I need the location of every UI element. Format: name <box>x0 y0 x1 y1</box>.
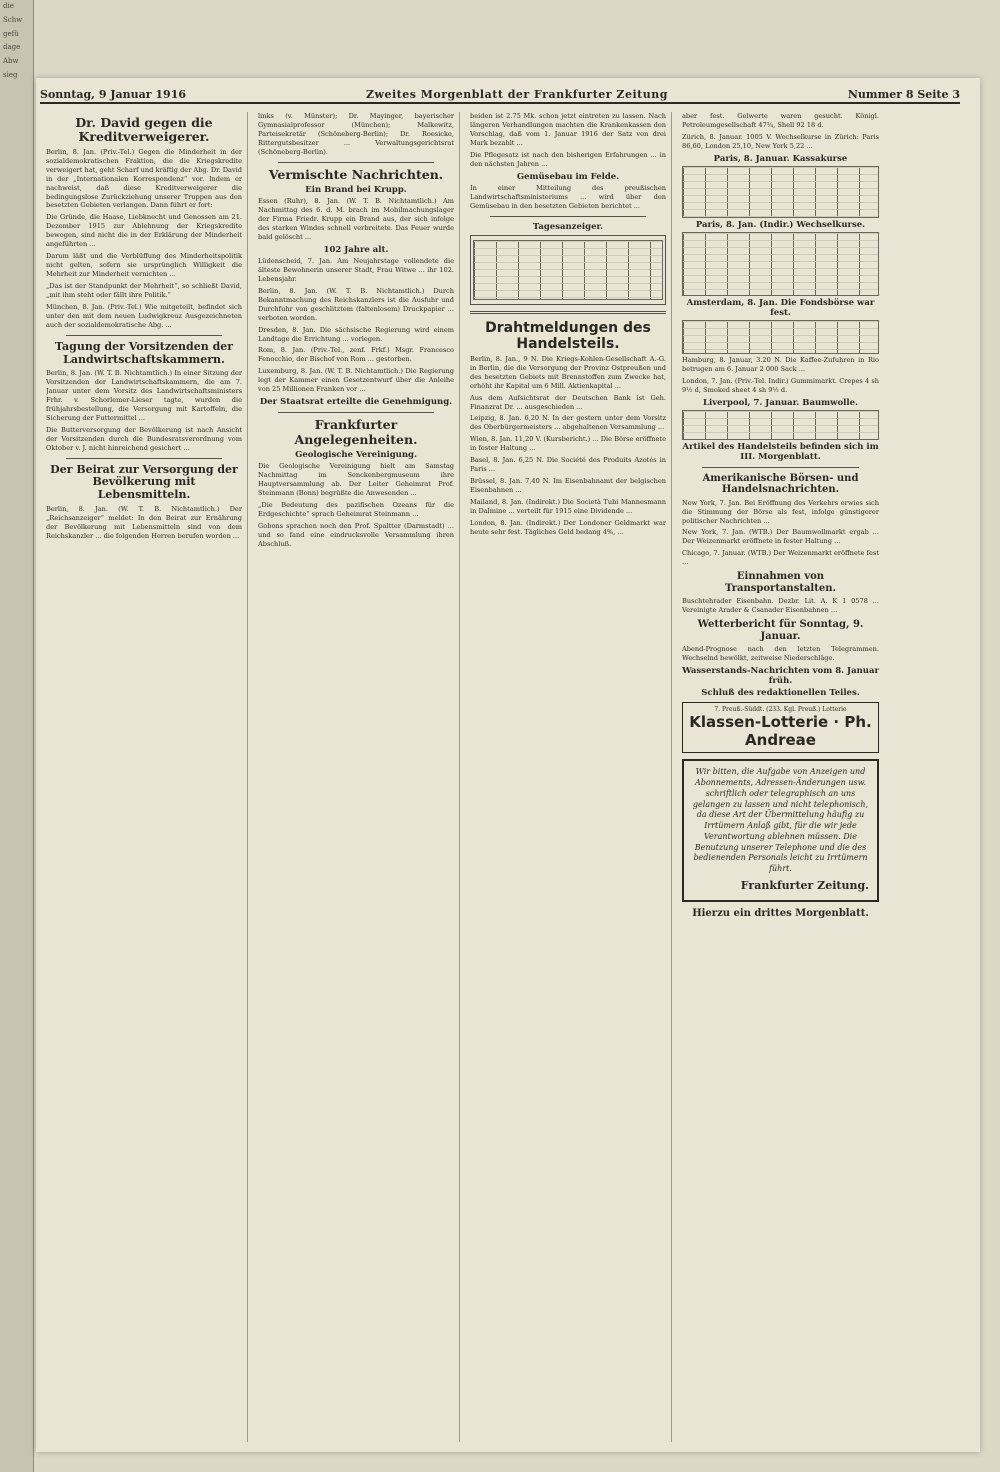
paris-wechselkurse-table <box>682 232 879 296</box>
headline-tagung: Tagung der Vorsitzenden der Landwirtschaftskammern. <box>54 339 234 366</box>
divider <box>278 412 434 413</box>
divider <box>66 458 222 459</box>
paragraph: „Das ist der Standpunkt der Mehrheit“, so schließt David, „mit ihm steht oder fällt ihre Politik.“ <box>46 282 242 300</box>
amsterdam-table <box>682 320 879 354</box>
tagesanzeiger-table <box>470 235 666 305</box>
subheading: Wasserstands-Nachrichten vom 8. Januar früh. <box>682 666 879 687</box>
previous-page-edge: die Schw gefü dage Abw sieg <box>0 0 34 1472</box>
paragraph: Wien, 8. Jan. 11,20 V. (Kursbericht.) ... Die Börse eröffnete in fester Haltung ... <box>470 435 666 453</box>
paragraph: Mailand, 8. Jan. (Indirekt.) Die Società Tubi Mannesmann in Dalmine ... verteilt für 1915 eine Dividende ... <box>470 498 666 516</box>
masthead <box>40 86 960 104</box>
paragraph: München, 8. Jan. (Priv.-Tel.) Wie mitgeteilt, befindet sich unter den mit dem neuen Ludwigkreuz Ausgezeichneten auch der sozialdemokratische Abg. ... <box>46 303 242 329</box>
paragraph: Rom, 8. Jan. (Priv.-Tel., zenf. Frkf.) Msgr. Francesco Fenocchio, der Bischof von Rom ... gestorben. <box>258 346 454 364</box>
notice-box <box>682 759 879 902</box>
paragraph: Die Butterversorgung der Bevölkerung ist nach Ansicht der Vorsitzenden durch die Bundesratsverordnung vom Oktober v. J. nicht hinreichend gesichert ... <box>46 425 242 452</box>
paragraph: Berlin, 8. Jan. (W. T. B. Nichtamtlich.) In einer Sitzung der Vorsitzenden der Landwirtschaftskammern, die am 7. Januar unter dem Vorsitz des Landwirtschaftsministers Frhr. v. Schorlemer-Lieser tagte, wurden die frühjahrsbestellung, die Versorgung mit Kartoffeln, die Sicherung der Futtermittel ... <box>46 369 242 422</box>
notice-signature: Frankfurter Zeitung. <box>740 879 869 893</box>
subheading: 102 Jahre alt. <box>323 244 389 255</box>
paragraph: Essen (Ruhr), 8. Jan. (W. T. B. Nichtamtlich.) Am Nachmittag des 6. d. M. brach im Mobilmachungslager der Firma Friedr. Krupp ein Brand aus, der sich infolge des starken Windes schnell verbreitete. Das Feuer wurde bald gelöscht ... <box>258 197 454 241</box>
paragraph: London, 8. Jan. (Indirekt.) Der Londoner Geldmarkt war heute sehr fest. Tägliches Geld bedang 4%, ... <box>470 519 666 536</box>
issue-date: Sonntag, 9 Januar 1916 <box>40 87 187 101</box>
divider <box>490 216 646 217</box>
headline-david: Dr. David gegen die Kreditverweigerer. <box>75 115 213 145</box>
paragraph: Aus dem Aufsichtsrat der Deutschen Bank ist Geh. Finanzrat Dr. ... ausgeschieden ... <box>470 393 666 411</box>
paragraph: Buschtehrader Eisenbahn. Dezbr. Lit. A. K 1 0578 ... Vereinigte Arader & Csanader Eisenbahnen ... <box>682 597 879 615</box>
paragraph: Abend-Prognose nach den letzten Telegrammen. Wechselnd bewölkt, zeitweise Niederschläge. <box>682 645 879 663</box>
paragraph: Basel, 8. Jan. 6,25 N. Die Société des Produits Azotés in Paris ... <box>470 456 666 474</box>
lottery-name: Klassen-Lotterie · Ph. Andreae <box>689 713 872 750</box>
subheading: Liverpool, 7. Januar. Baumwolle. <box>703 397 858 408</box>
paragraph: Die Gründe, die Haase, Liebknecht und Genossen am 21. Dezember 1915 zur Ablehnung der Kriegskredite bewogen, sind nicht die in der Erklärung der Minderheit angeführten ... <box>46 213 242 249</box>
footer-note: Hierzu ein drittes Morgenblatt. <box>692 907 869 919</box>
paragraph: Luxemburg, 8. Jan. (W. T. B. Nichtamtlich.) Die Regierung legt der Kammer einen Gesetzentwurf über die Anleihe von 25 Millionen Franken vor ... <box>258 367 454 394</box>
paragraph: aber fest. Gelwerte waren gesucht. Königl. Petroleumgesellschaft 47¾, Shell 92 18 d. <box>682 112 879 129</box>
paragraph: Dresden, 8. Jan. Die sächsische Regierung wird einem Landtage die Errichtung ... vorlegen. <box>258 325 454 343</box>
paragraph: Gobons sprachen noch den Prof. Spaltter (Darmstadt) ... und so fand eine eindrucksvolle Versammlung ihren Abschluß. <box>258 521 454 548</box>
paragraph: New York, 7. Jan. (WTB.) Der Baumwollmarkt ergab ... Der Weizenmarkt eröffnete in fester Haltung ... <box>682 528 879 546</box>
subheading: Artikel des Handelsteils befinden sich im III. Morgenblatt. <box>682 441 879 462</box>
paragraph: Lüdenscheid, 7. Jan. Am Neujahrstage vollendete die älteste Bewohnerin unserer Stadt, Frau Witwe ... ihr 102. Lebensjahr. <box>258 256 454 283</box>
notice-text: Wir bitten, die Aufgabe von Anzeigen und Abonnements, Adressen-Änderungen usw. schriftlich oder telegraphisch an uns gelangen zu lassen und nicht telephonisch, da diese Art der Übermittelung häufig zu Irrtümern Anlaß gibt, für die wir jede Verantwortung ablehnen müssen. Die Benutzung unserer Telephone und die des bedienenden Personals leicht zu Irrtümern führt. <box>692 767 869 874</box>
paragraph: Die Pflegesatz ist nach den bisherigen Erfahrungen ... in den nächsten Jahren ... <box>470 150 666 168</box>
headline-wetterbericht: Wetterbericht für Sonntag, 9. Januar. <box>697 619 864 642</box>
paragraph: Die Geologische Vereinigung hielt am Samstag Nachmittag im Senckenbergmuseum ihre Hauptversammlung ab. Der Leiter Geheimrat Prof. Steinmann (Bonn) begrüßte die Anwesenden ... <box>258 462 454 497</box>
headline-frankfurter: Frankfurter Angelegenheiten. <box>294 417 418 447</box>
headline-vermischte: Vermischte Nachrichten. <box>268 166 444 182</box>
paragraph: Berlin, 8. Jan. (W. T. B. Nichtamtlich.) Durch Bekanntmachung des Reichskanzlers ist die Ausfuhr und Durchfuhr von geschlitztem (faltenlosem) Druckpapier ... verboten worden. <box>258 286 454 322</box>
lottery-ad <box>682 702 879 753</box>
paragraph: Darum läßt und die Verblüffung des Minderheitspolitik nicht gelten, sofern sie ursprünglich Willigkeit die Mehrheit zur Minderheit vernichten ... <box>46 252 242 279</box>
subheading: Tagesanzeiger. <box>532 221 604 232</box>
paragraph: beiden ist 2.75 Mk. schon jetzt eintreten zu lassen. Nach längeren Verhandlungen machten die Krankenkassen den Vorschlag, daß vom 1. Januar 1916 der Satz von drei Mark bezahlt ... <box>470 112 666 147</box>
column-3 <box>470 112 672 1442</box>
subheading: Amsterdam, 8. Jan. Die Fondsbörse war fest. <box>686 297 875 318</box>
liverpool-table <box>682 410 879 440</box>
lottery-top: 7. Preuß.-Süddt. (233. Kgl. Preuß.) Lotterie <box>714 706 847 714</box>
subheading: Der Staatsrat erteilte die Genehmigung. <box>259 397 453 408</box>
paragraph: In einer Mitteilung des preußischen Landwirtschaftsministeriums ... wird über den Gemüsebau in den besetzten Gebieten berichtet ... <box>470 183 666 210</box>
divider <box>66 335 222 336</box>
divider <box>470 311 666 314</box>
paragraph: Berlin, 8. Jan. (Priv.-Tel.) Gegen die Minderheit in der sozialdemokratischen Fraktion, die die Kriegskredite verweigert hat, geht Scharf und kräftig der Abg. Dr. David in der „Internationalen Korrespondenz“ vor. Indem er nachweist, daß diese Kreditverweigerer die bedingungslose Zurückziehung unserer Truppen aus den besetzten Gebieten verlangen. Dann führt er fort: <box>46 147 243 210</box>
paris-kassakurse-table <box>682 166 879 218</box>
paragraph: Chicago, 7. Januar. (WTB.) Der Weizenmarkt eröffnete fest ... <box>682 549 879 567</box>
divider <box>702 467 859 468</box>
paragraph: Hamburg, 8. Januar, 3.20 N. Die Kaffee-Zufuhren in Rio betrugen am 6. Januar 2 000 Sack ... <box>682 355 879 373</box>
column-1 <box>46 112 248 1442</box>
paragraph: Brüssel, 8. Jan. 7,40 N. Im Eisenbahnamt der belgischen Eisenbahnen ... <box>470 477 666 495</box>
divider <box>278 162 434 163</box>
newspaper-title: Zweites Morgenblatt der Frankfurter Zeitung <box>365 87 668 101</box>
page-number: Nummer 8 Seite 3 <box>847 87 960 101</box>
subheading: Ein Brand bei Krupp. <box>305 185 407 196</box>
headline-beirat: Der Beirat zur Versorgung der Bevölkerung mit Lebensmitteln. <box>50 462 238 501</box>
paragraph: Berlin, 8. Jan. (W. T. B. Nichtamtlich.) Der „Reichsanzeiger“ meldet: In den Beirat zur Ernährung der Bevölkerung mit Lebensmitteln sind von dem Reichskanzler ... die folgenden Herren berufen worden ... <box>46 504 242 540</box>
subheading: Paris, 8. Januar. Kassakurse <box>713 153 848 164</box>
paragraph: „Die Bedeutung des pazifischen Ozeans für die Erdgeschichte“ sprach Geheimrat Steinmann ... <box>258 500 454 518</box>
subheading: Paris, 8. Jan. (Indir.) Wechselkurse. <box>695 219 866 230</box>
columns <box>46 112 958 1442</box>
closing-note: Schluß des redaktionellen Teiles. <box>701 688 860 699</box>
subheading: Gemüsebau im Felde. <box>516 171 620 182</box>
headline-amerikanische: Amerikanische Börsen- und Handelsnachrichten. <box>702 472 859 496</box>
subheading: Geologische Vereinigung. <box>295 450 417 460</box>
paragraph: links (v. Münster); Dr. Mayinger, bayerischer Gymnasialprofessor (München); Malkewitz, Parteisekretär (Schöneberg-Berlin); Dr. Roesicke, Rittergutsbesitzer ... Verwaltungsgerichtsrat (Schöneberg-Berlin). <box>258 112 454 156</box>
column-2 <box>258 112 460 1442</box>
column-4 <box>682 112 884 1442</box>
listing-grid <box>473 240 663 300</box>
paragraph: Berlin, 8. Jan., 9 N. Die Kriegs-Kohlen-Gesellschaft A.-G. in Berlin, die die Versorgung der Provinz Ostpreußen und des besetzten Gebiets mit Brennstoffen zum Zwecke hat, erhöht ihr Kapital um 6 Mill. Aktienkapital ... <box>470 354 666 390</box>
paragraph: Leipzig, 8. Jan. 6,20 N. In der gestern unter dem Vorsitz des Oberbürgermeisters ... abgehaltenen Versammlung ... <box>470 414 666 432</box>
paragraph: New York, 7. Jan. Bei Eröffnung des Verkehrs erwies sich die Stimmung der Börse als fest, infolge günstigerer politischer Nachrichten ... <box>682 498 879 525</box>
headline-drahtmeldungen: Drahtmeldungen des Handelsteils. <box>485 319 651 352</box>
paragraph: Zürich, 8. Januar. 1005 V. Wechselkurse in Zürich: Paris 86,60, London 25,10, New York 5,22 ... <box>682 132 879 150</box>
headline-einnahmen: Einnahmen von Transportanstalten. <box>725 571 836 594</box>
paragraph: London, 7. Jan. (Priv.-Tel. Indir.) Gummimarkt. Crepes 4 sh 9½ d, Smoked sheet 4 sh 9½ d. <box>682 376 879 394</box>
